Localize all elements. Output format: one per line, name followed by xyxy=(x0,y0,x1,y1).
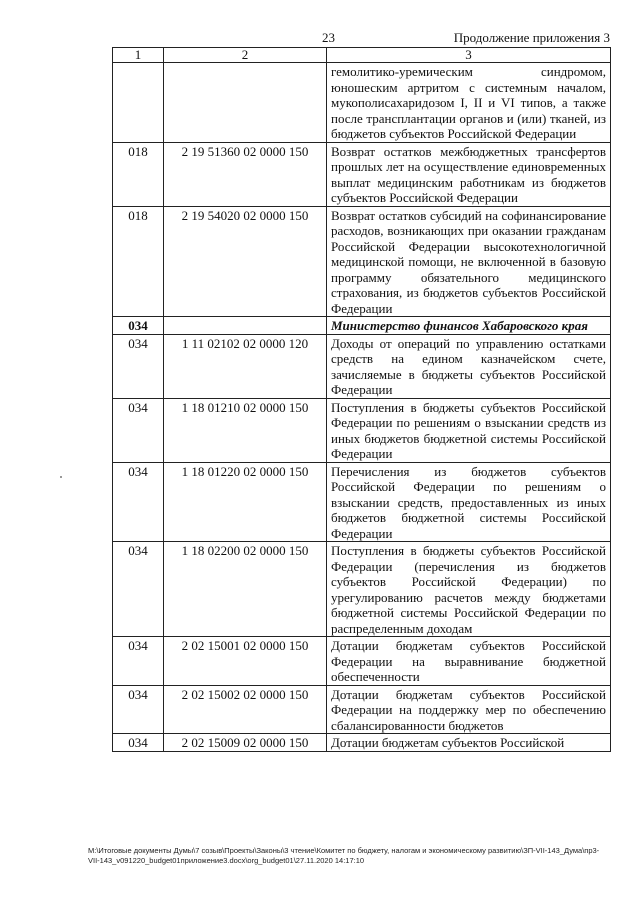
budget-code-cell: 1 18 01210 02 0000 150 xyxy=(164,398,327,462)
budget-code-cell: 1 11 02102 02 0000 120 xyxy=(164,334,327,398)
admin-code-cell: 034 xyxy=(113,637,164,686)
budget-code-cell xyxy=(164,317,327,335)
admin-code-cell: 034 xyxy=(113,334,164,398)
description-cell: Возврат остатков субсидий на софинансирование расходов, возникающих при оказании гражданам Российской Федерации высокотехнологичной медицинской помощи, не включенной в базовую программу обязательного медицинского страхования, из бюджетов субъектов Российской Федерации xyxy=(327,206,611,317)
continuation-label: Продолжение приложения 3 xyxy=(453,30,610,45)
admin-code-cell: 034 xyxy=(113,734,164,752)
table-row xyxy=(113,317,611,335)
table-row xyxy=(113,734,611,752)
admin-code-cell: 018 xyxy=(113,206,164,317)
admin-code-cell: 034 xyxy=(113,317,164,335)
page-header xyxy=(0,30,640,48)
admin-code-cell: 034 xyxy=(113,462,164,542)
column-number: 3 xyxy=(327,48,611,63)
budget-code-cell: 2 02 15001 02 0000 150 xyxy=(164,637,327,686)
description-cell: Поступления в бюджеты субъектов Российской Федерации (перечисления из бюджетов субъектов Российской Федерации) по урегулированию расчетов между бюджетами бюджетной системы Российской Федерации по распределенным доходам xyxy=(327,542,611,637)
description-cell: Доходы от операций по управлению остатками средств на едином казначейском счете, зачисляемые в бюджеты субъектов Российской Федерации xyxy=(327,334,611,398)
table-row xyxy=(113,63,611,143)
budget-code-cell: 1 18 02200 02 0000 150 xyxy=(164,542,327,637)
column-number-row xyxy=(113,48,611,63)
description-cell: Перечисления из бюджетов субъектов Российской Федерации по решениям о взыскании средств, предоставленных из иных бюджетов бюджетной системы Российской Федерации xyxy=(327,462,611,542)
admin-code-cell: 034 xyxy=(113,398,164,462)
description-cell: Возврат остатков межбюджетных трансфертов прошлых лет на осуществление единовременных выплат медицинским работникам из бюджетов субъектов Российской Федерации xyxy=(327,142,611,206)
description-cell: Дотации бюджетам субъектов Российской Федерации на выравнивание бюджетной обеспеченности xyxy=(327,637,611,686)
budget-code-cell: 2 02 15002 02 0000 150 xyxy=(164,685,327,734)
column-number: 1 xyxy=(113,48,164,63)
table-row xyxy=(113,334,611,398)
admin-code-cell: 034 xyxy=(113,542,164,637)
table-row xyxy=(113,685,611,734)
budget-code-cell: 2 02 15009 02 0000 150 xyxy=(164,734,327,752)
budget-code-cell: 2 19 54020 02 0000 150 xyxy=(164,206,327,317)
admin-code-cell xyxy=(113,63,164,143)
page-number: 23 xyxy=(322,30,335,45)
scan-dot xyxy=(60,476,62,478)
budget-code-cell: 1 18 01220 02 0000 150 xyxy=(164,462,327,542)
admin-code-cell: 018 xyxy=(113,142,164,206)
revenue-codes-table xyxy=(112,47,611,752)
budget-code-cell xyxy=(164,63,327,143)
description-cell: Дотации бюджетам субъектов Российской Федерации на поддержку мер по обеспечению сбалансированности бюджетов xyxy=(327,685,611,734)
file-path-footer: М:\Итоговые документы Думы\7 созыв\Проекты\Законы\3 чтение\Комитет по бюджету, налогам и экономическому развитию\ЗП-VII-143_Дума\пр3-VII-143_v091220_budget01приложение3.docx\org_budget01\27.11.2020 14:17:10 xyxy=(88,846,600,865)
admin-code-cell: 034 xyxy=(113,685,164,734)
description-cell: Поступления в бюджеты субъектов Российской Федерации по решениям о взыскании средств из иных бюджетов бюджетной системы Российской Федерации xyxy=(327,398,611,462)
description-cell: гемолитико-уремическим синдромом, юношеским артритом с системным началом, мукополисахаридозом I, II и VI типов, а также после трансплантации органов и (или) тканей, из бюджетов субъектов Российской Федерации xyxy=(327,63,611,143)
description-cell: Дотации бюджетам субъектов Российской xyxy=(327,734,611,752)
budget-code-cell: 2 19 51360 02 0000 150 xyxy=(164,142,327,206)
table-row xyxy=(113,542,611,637)
description-cell: Министерство финансов Хабаровского края xyxy=(327,317,611,335)
table-row xyxy=(113,462,611,542)
table-row xyxy=(113,206,611,317)
table-row xyxy=(113,142,611,206)
table-row xyxy=(113,637,611,686)
column-number: 2 xyxy=(164,48,327,63)
table-row xyxy=(113,398,611,462)
